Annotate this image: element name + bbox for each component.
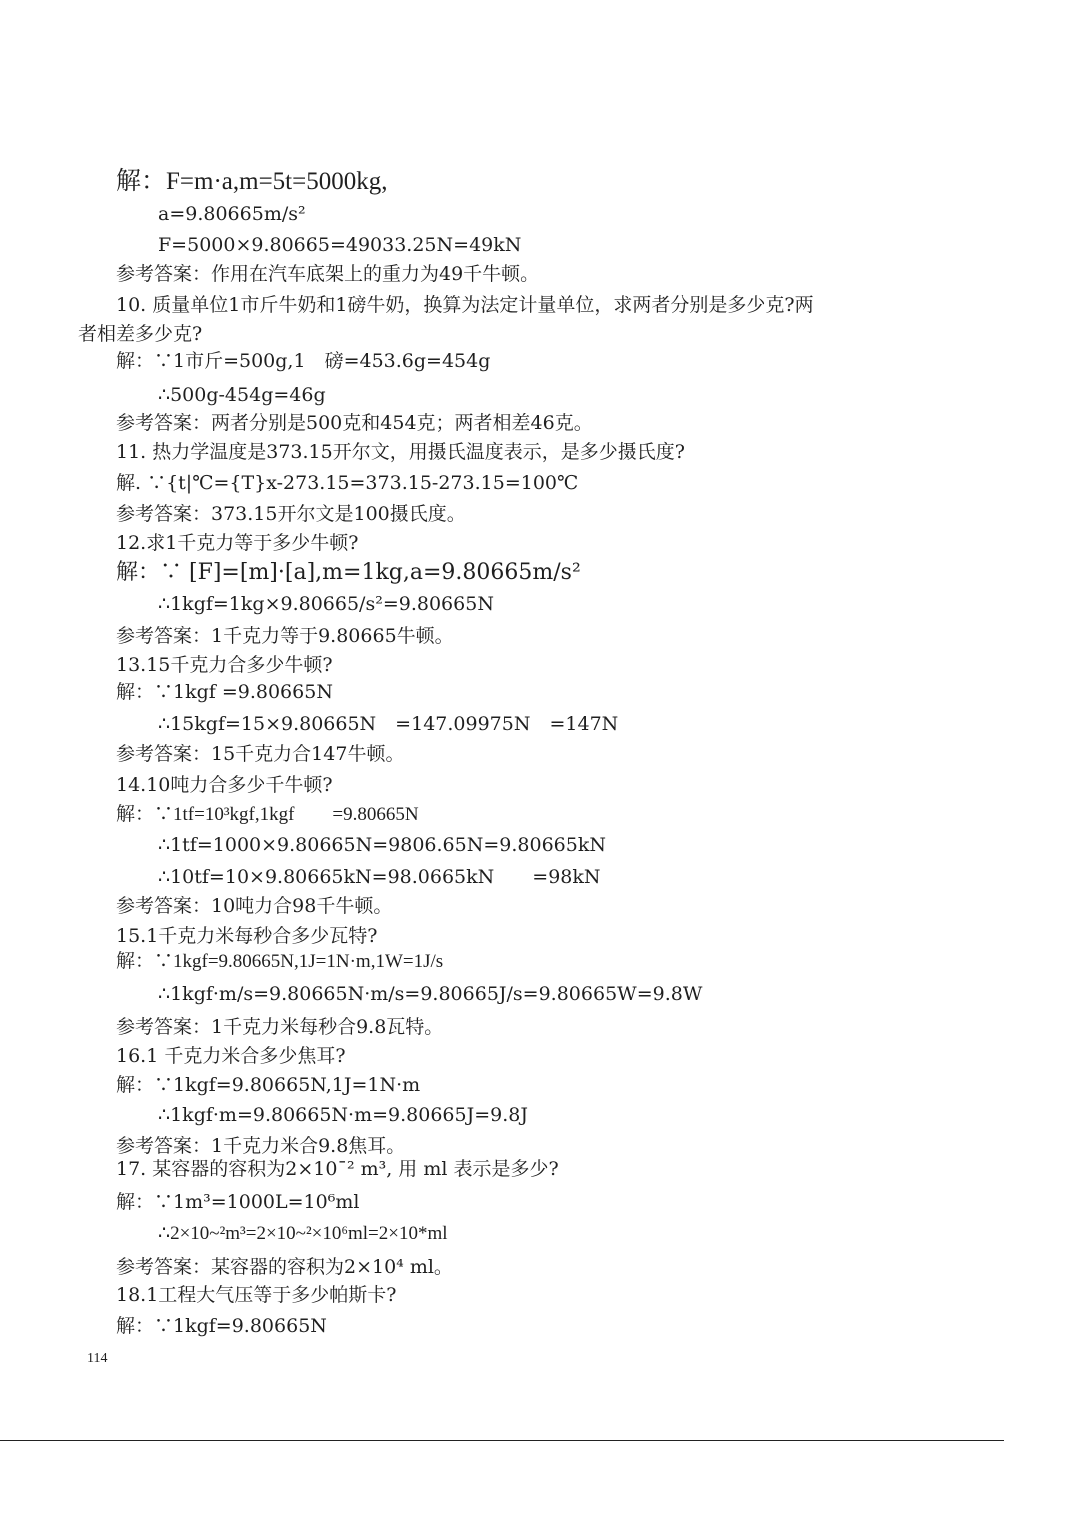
answer-line: 参考答案：两者分别是500克和454克；两者相差46克。 [116,412,593,434]
solution-line: 解：∵1kgf=9.80665N,1J=1N·m [116,1074,421,1096]
question-line: 15.1千克力米每秒合多少瓦特? [116,925,378,947]
question-line: 11. 热力学温度是373.15开尔文，用摄氏温度表示，是多少摄氏度? [116,441,685,463]
question-line: 10. 质量单位1市斤牛奶和1磅牛奶，换算为法定计量单位，求两者分别是多少克?两 [116,294,814,316]
solution-line: 解：∵1kgf=9.80665N [116,1315,327,1337]
answer-line: 参考答案：1千克力米每秒合9.8瓦特。 [116,1016,444,1038]
equation-line: ∴1kgf=1kg×9.80665/s²=9.80665N [158,593,494,615]
question-line: 14.10吨力合多少千牛顿? [116,774,333,796]
answer-line: 参考答案：10吨力合98千牛顿。 [116,895,393,917]
solution-line: 解：∵1市斤=500g,1 磅=453.6g=454g [116,350,491,372]
solution-line: 解：∵1tf=10³kgf,1kgf =9.80665N [116,804,419,825]
page-number: 114 [87,1351,108,1366]
equation-line: a=9.80665m/s² [158,203,306,225]
equation-line: ∴1tf=1000×9.80665N=9806.65N=9.80665kN [158,834,606,856]
question-line: 16.1 千克力米合多少焦耳? [116,1045,346,1067]
answer-line: 参考答案：15千克力合147牛顿。 [116,743,405,765]
answer-line: 参考答案：某容器的容积为2×10⁴ ml。 [116,1256,453,1278]
question-line: 13.15千克力合多少牛顿? [116,654,333,676]
answer-line: 参考答案：373.15开尔文是100摄氏度。 [116,503,466,525]
solution-line: 解：F=m·a,m=5t=5000kg, [116,168,388,195]
solution-line: 解：∵1m³=1000L=10⁶ml [116,1191,360,1213]
question-line: 者相差多少克? [78,323,203,345]
equation-line: ∴10tf=10×9.80665kN=98.0665kN =98kN [158,866,601,888]
equation-line: ∴500g-454g=46g [158,384,326,406]
equation-line: ∴1kgf·m=9.80665N·m=9.80665J=9.8J [158,1104,528,1126]
solution-line: 解. ∵{t|℃={T}x-273.15=373.15-273.15=100℃ [116,472,579,494]
question-line: 18.1工程大气压等于多少帕斯卡? [116,1284,397,1306]
equation-line: ∴15kgf=15×9.80665N =147.09975N =147N [158,713,619,735]
answer-line: 参考答案：作用在汽车底架上的重力为49千牛顿。 [116,263,540,285]
footer-divider [0,1440,1004,1441]
equation-line: ∴2×10~²m³=2×10~²×10⁶ml=2×10*ml [158,1223,448,1244]
answer-line: 参考答案：1千克力等于9.80665牛顿。 [116,625,454,647]
equation-line: ∴1kgf·m/s=9.80665N·m/s=9.80665J/s=9.80665W=9.8W [158,983,703,1005]
question-line: 17. 某容器的容积为2×10ˉ² m³, 用 ml 表示是多少? [116,1158,559,1180]
solution-line: 解：∵ [F]=[m]·[a],m=1kg,a=9.80665m/s² [116,560,581,585]
answer-line: 参考答案：1千克力米合9.8焦耳。 [116,1135,406,1157]
solution-line: 解：∵1kgf =9.80665N [116,681,333,703]
equation-line: F=5000×9.80665=49033.25N=49kN [158,234,522,256]
solution-line: 解：∵1kgf=9.80665N,1J=1N·m,1W=1J/s [116,951,444,972]
question-line: 12.求1千克力等于多少牛顿? [116,532,359,554]
